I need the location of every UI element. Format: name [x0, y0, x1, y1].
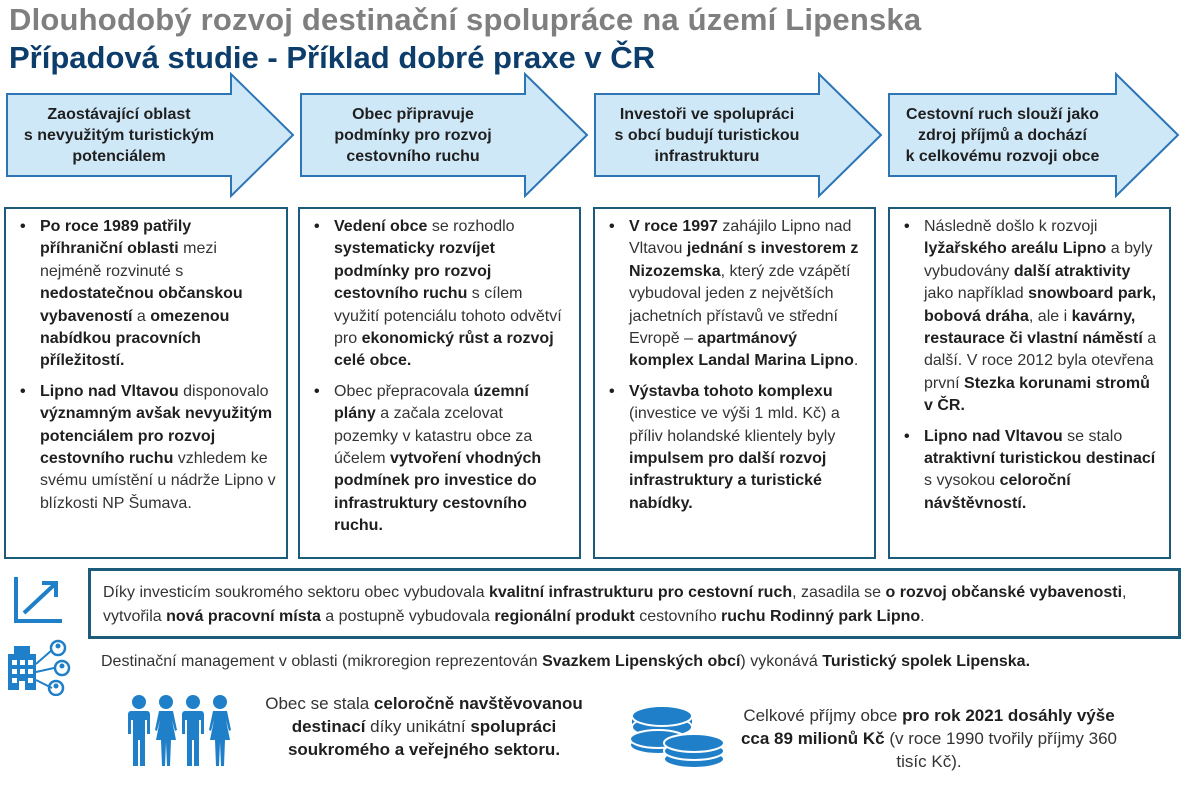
destination-text [258, 692, 590, 761]
text: Obec přepracovala [334, 382, 474, 400]
bold-text: celoročně navštěvovanou destinací [291, 694, 583, 736]
arrow-label-line: k celkovému rozvoji obce [905, 147, 1100, 165]
bold-text: územní plány [334, 382, 529, 423]
bullet-list [603, 216, 866, 515]
text: . [853, 352, 859, 370]
stage-arrow-label [891, 106, 1114, 164]
text: zahájilo Lipno nad Vltavou [629, 218, 852, 258]
text: Celkové příjmy obce [743, 706, 903, 725]
text: , zasadila se [792, 584, 886, 601]
text: , vytvořila [103, 584, 1127, 625]
stage-arrow-label [597, 106, 817, 164]
income-text [736, 704, 1122, 773]
bullet-item [14, 216, 278, 373]
text: vzhledem ke svému umístění u nádrže Lipno v blízkosti NP Šumava. [40, 450, 276, 512]
bold-text: ruchu Rodinný park Lipno [721, 608, 921, 625]
bold-text: vytvoření vhodných podmínek pro investice do infrastruktury cestovního ruchu. [334, 450, 542, 535]
growth-chart-icon [10, 573, 66, 629]
coins-icon [628, 703, 728, 769]
management-text [101, 651, 1030, 673]
stage-arrow-1 [5, 72, 295, 198]
bold-text: lyžařského areálu Lipno [924, 240, 1107, 258]
building-network-icon [6, 638, 76, 696]
bold-text: ekonomický růst a rozvoj celé obce. [334, 330, 554, 370]
page-subtitle: Případová studie - Příklad dobré praxe v ČR [9, 40, 656, 75]
bullet-list [14, 216, 278, 515]
bold-text: snowboard park, bobová dráha [924, 285, 1157, 325]
bold-text: systematicky rozvíjet podmínky pro rozvoj cestovního ruchu [334, 240, 495, 303]
bold-text: Lipno nad Vltavou [40, 382, 179, 400]
text: díky unikátní [365, 717, 471, 736]
arrow-label-line: zdroj příjmů a dochází [918, 126, 1087, 144]
text: , který zde vzápětí vybudoval jeden z největších jachetních přístavů ve střední Evropě – [629, 262, 851, 348]
text: cestovního [634, 608, 722, 625]
text: (v roce 1990 tvořily příjmy 360 tisíc Kč). [884, 729, 1118, 771]
bold-text: jednání s investorem z Nizozemska [629, 240, 859, 280]
bullet-item [603, 381, 866, 515]
arrow-label-line: s obcí budují turistickou [614, 126, 800, 144]
bold-text: nedostatečnou občanskou vybaveností [40, 285, 243, 325]
text: a [132, 307, 151, 325]
person-figure [182, 695, 204, 766]
text: s cílem využití potenciálu tohoto odvětví pro [334, 285, 562, 348]
stage-arrow-3 [593, 72, 883, 198]
bold-text: apartmánový komplex Landal Marina Lipno [629, 330, 854, 370]
text: s vysokou [924, 472, 1000, 490]
text: mezi nejméně rozvinuté s [40, 240, 217, 280]
arrow-label-line: potenciálem [72, 147, 166, 165]
bold-text: Po roce 1989 patřily příhraniční oblasti [40, 218, 192, 258]
page-title: Dlouhodobý rozvoj destinační spolupráce na území Lipenska [9, 2, 922, 37]
bullet-item [898, 216, 1161, 418]
bullet-list [898, 216, 1161, 515]
text: Obec se stala [265, 694, 374, 713]
stage-box-2 [298, 207, 581, 559]
bold-text: atraktivní turistickou destinací [924, 450, 1156, 468]
arrow-label-line: Zaostávající oblast [47, 105, 191, 123]
bold-text: Turistický spolek Lipenska. [822, 653, 1031, 670]
bold-text: Vedení obce [334, 218, 428, 235]
stage-arrow-4 [887, 72, 1180, 198]
bold-text: další atraktivity [1013, 262, 1131, 280]
text: a byly vybudovány [924, 240, 1153, 280]
bullet-item [308, 381, 571, 538]
text: se rozhodlo [427, 218, 515, 235]
arrow-label-line: infrastrukturu [654, 147, 760, 165]
bold-text: Svazkem Lipenských obcí [542, 653, 741, 670]
text: , ale i [1028, 307, 1072, 325]
bold-text: celoroční návštěvností. [924, 472, 1071, 512]
text: Díky investicím soukromého sektoru obec vybudovala [103, 584, 489, 601]
text: ) vykonává [740, 653, 823, 670]
arrow-label-line: Investoři ve spolupráci [619, 105, 795, 123]
bold-text: významným avšak nevyužitým potenciálem pro rozvoj cestovního ruchu [40, 405, 273, 468]
bold-text: Stezka korunami stromů v ČR. [924, 374, 1150, 415]
summary-box [88, 568, 1181, 639]
person-figure [128, 695, 150, 766]
arrow-label-line: s nevyužitým turistickým [23, 126, 215, 144]
text: (investice ve výši 1 mld. Kč) a příliv holandské klientely byly [629, 405, 840, 445]
bold-text: regionální produkt [494, 608, 635, 625]
text: jako například [924, 285, 1029, 303]
person-figure [155, 695, 177, 766]
bold-text: o rozvoj občanské vybavenosti [885, 584, 1123, 601]
bold-text: V roce 1997 [629, 218, 718, 235]
text: se stalo [1062, 427, 1123, 445]
arrow-label-line: cestovního ruchu [346, 147, 480, 165]
stage-arrow-label [9, 106, 229, 164]
bold-text: Výstavba tohoto komplexu [629, 382, 833, 400]
person-figure [209, 695, 231, 766]
bullet-item [603, 216, 866, 373]
bullet-item [898, 426, 1161, 516]
people-icon [124, 694, 236, 768]
text: Destinační management v oblasti (mikroregion reprezentován [101, 653, 543, 670]
bold-text: impulsem pro další rozvoj infrastruktury a turistické nabídky. [629, 450, 827, 512]
bullet-item [14, 381, 278, 515]
stage-arrow-2 [299, 72, 589, 198]
text: a další. V roce 2012 byla otevřena první [924, 330, 1157, 392]
bold-text: omezenou nabídkou pracovních příležitostí. [40, 307, 230, 370]
stage-box-4 [888, 207, 1171, 559]
arrow-label-line: Obec připravuje [352, 105, 474, 123]
stage-arrow-label [303, 106, 523, 164]
text: a postupně vybudovala [320, 608, 495, 625]
arrow-label-line: podmínky pro rozvoj [334, 126, 492, 144]
bold-text: kavárny, restaurace či vlastní náměstí [924, 307, 1143, 348]
stage-box-1 [4, 207, 288, 559]
text: a začala zcelovat pozemky v katastru obce za účelem [334, 405, 533, 468]
text: disponovalo [178, 382, 269, 400]
bold-text: nová pracovní místa [166, 608, 321, 625]
text: Následně došlo k rozvoji [924, 218, 1098, 235]
stage-box-3 [593, 207, 876, 559]
bullet-item [308, 216, 571, 373]
text: . [920, 608, 925, 625]
arrow-label-line: Cestovní ruch slouží jako [906, 105, 1099, 123]
bullet-list [308, 216, 571, 538]
bold-text: kvalitní infrastrukturu pro cestovní ruch [488, 584, 793, 601]
bold-text: Lipno nad Vltavou [924, 427, 1063, 445]
bold-text: spolupráci soukromého a veřejného sektoru. [287, 717, 561, 759]
bold-text: pro rok 2021 dosáhly výše cca 89 milionů Kč [740, 706, 1115, 748]
